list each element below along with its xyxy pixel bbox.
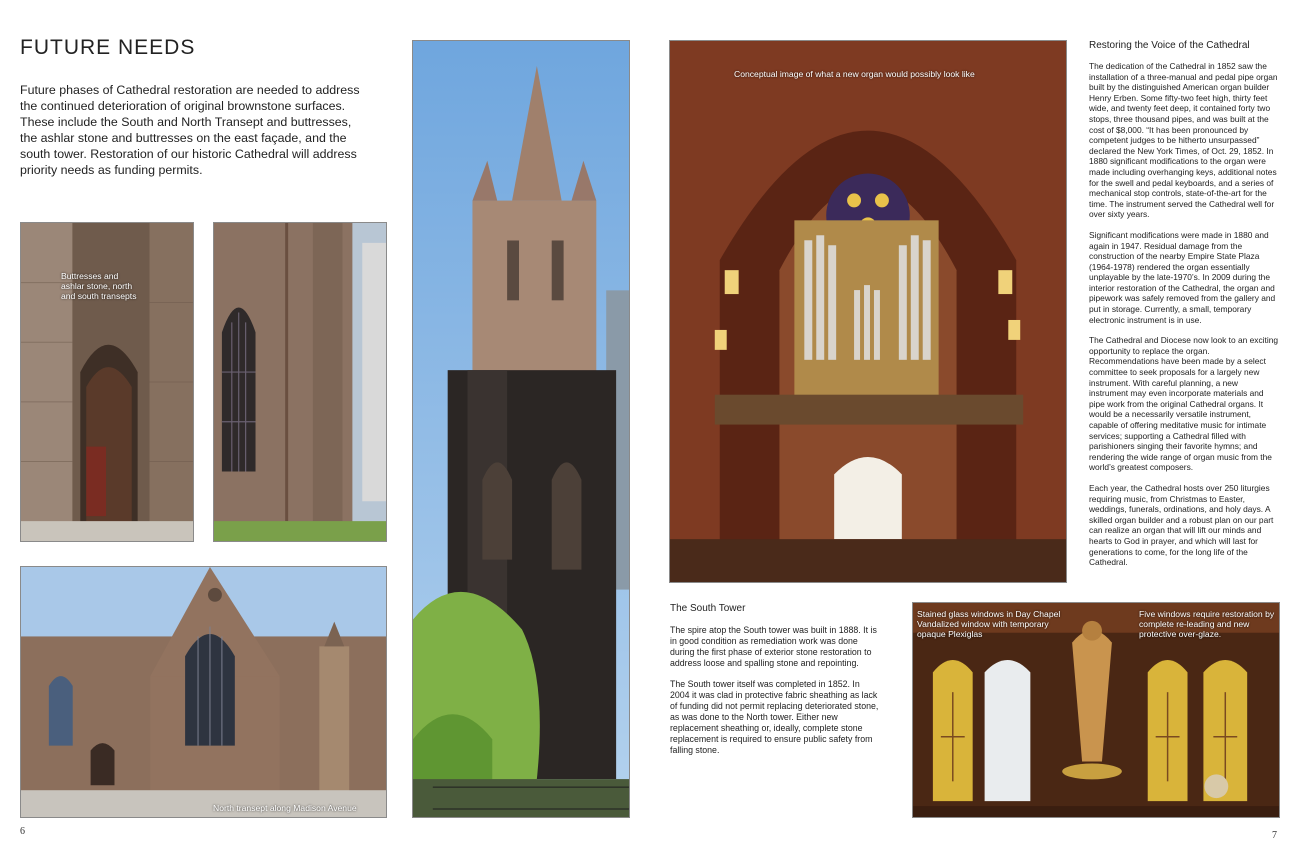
organ-photo <box>669 40 1067 583</box>
tower-paragraph: The South tower itself was completed in 1852. In 2004 it was clad in protective fabric sheathing as lack of funding did not permit replacing deteriorated stone, as was done to the North tower. Either new replacement sheathing or, ideally, complete stone replacement is required to ensure public safety from falling stone. <box>670 679 879 755</box>
voice-paragraph: Each year, the Cathedral hosts over 250 liturgies requiring music, from Christmas to Easter, weddings, funerals, ordinations, and holy days. A skilled organ builder and a robust plan on our part can realize an organ that will lift our minds and hearts to God in prayer, and which will last for generations to come, for the long life of the Cathedral. <box>1089 482 1274 568</box>
chapel-caption-right: Five windows require restoration by complete re-leading and new protective over-glaze. <box>1139 609 1275 639</box>
page-number-left: 6 <box>20 826 25 837</box>
south-tower-photo <box>412 40 630 818</box>
voice-paragraph: Significant modifications were made in 1880 and again in 1947. Residual damage from the construction of the nearby Empire State Plaza (1964-1978) rendered the organ essentially unplayable by the late-1970’s. In 2009 during the interior restoration of the Cathedral, the organ and pipework was safely removed from the gallery and put in storage. Currently, a small, temporary electronic instrument is in use. <box>1089 229 1276 325</box>
voice-paragraph: The Cathedral and Diocese now look to an exciting opportunity to replace the organ. Recommendations have been made by a select committee to seek proposals for a largely new instrument. With careful planning, a new instrument may even incorporate materials and pipe work from the original Cathedral organs. It would be a necessarily versatile instrument, capable of offering meditative music for intimate services; supporting a Cathedral filled with parishioners singing their favorite hymns; and rendering the wide range of organ music from the world’s greatest composers. <box>1089 335 1279 473</box>
north-transept-photo <box>20 566 387 818</box>
page-heading: FUTURE NEEDS <box>20 36 196 59</box>
organ-caption: Conceptual image of what a new organ would possibly look like <box>734 69 975 79</box>
voice-section-title: Restoring the Voice of the Cathedral <box>1089 40 1250 51</box>
north-transept-caption: North transept along Madison Avenue <box>213 803 357 813</box>
tower-section-title: The South Tower <box>670 603 746 614</box>
buttresses-photo <box>20 222 194 542</box>
buttresses-caption: Buttresses and ashlar stone, north and south transepts <box>61 271 137 301</box>
tower-paragraph: The spire atop the South tower was built in 1888. It is in good condition as remediation work was done during the first phase of exterior stone restoration to address loose and spalling stone and repointing. <box>670 625 877 668</box>
intro-paragraph: Future phases of Cathedral restoration are needed to address the continued deterioration of original brownstone surfaces. These include the South and North Transept and buttresses, the ashlar stone and buttresses on the east façade, and the south tower. Restoration of our historic Cathedral will address priority needs as funding permits. <box>20 83 360 177</box>
day-chapel-photo <box>912 602 1280 818</box>
voice-section-body <box>1089 61 1279 578</box>
tower-section-body <box>670 625 880 766</box>
transept-wall-photo <box>213 222 387 542</box>
page-number-right: 7 <box>1272 830 1277 841</box>
voice-paragraph: The dedication of the Cathedral in 1852 saw the installation of a three-manual and pedal pipe organ built by the distinguished American organ builder Henry Erben. Some fifty-two feet high, thirty feet wide, and twenty feet deep, it contained forty two stops, three thousand pipes, and was built at the cost of $8,000. “It has been pronounced by competent judges to be hitherto unsurpassed” declared the New York Times, of Oct. 29, 1852. In 1880 significant modifications to the organ were made including overhanging keys, additional notes for the swell and pedal keyboards, and a series of mechanical stop controls, state-of-the-art for the time. The instrument served the Cathedral well for over sixty years. <box>1089 61 1278 220</box>
chapel-caption-left: Stained glass windows in Day Chapel Vandalized window with temporary opaque Plexiglas <box>917 609 1061 639</box>
